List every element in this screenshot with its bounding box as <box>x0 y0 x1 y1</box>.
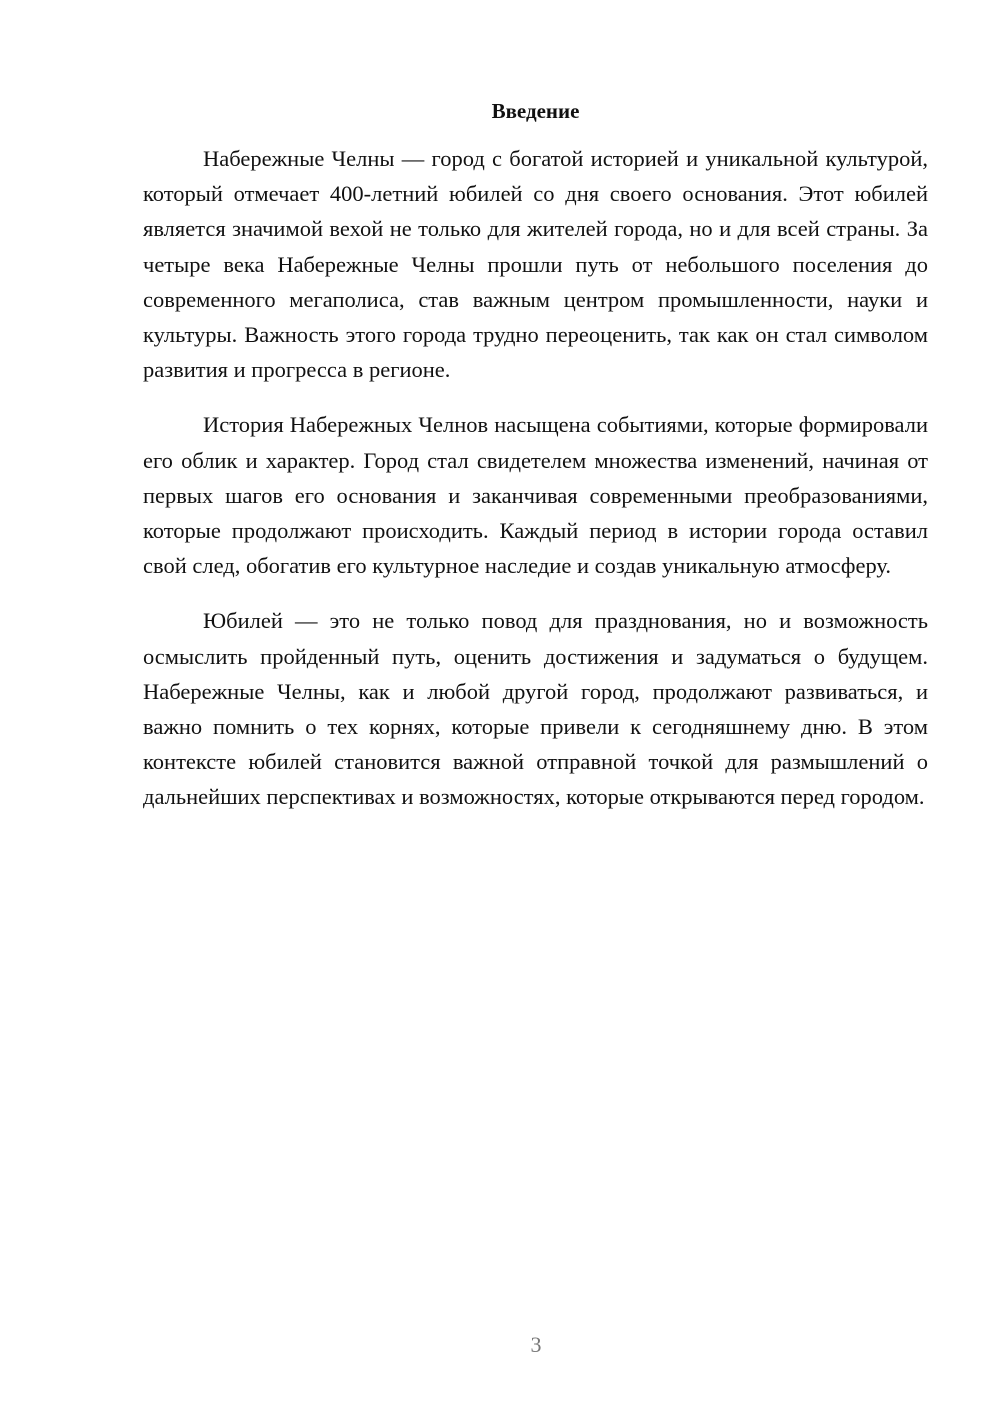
section-heading: Введение <box>491 99 580 123</box>
page-number: 3 <box>530 1332 542 1357</box>
document-body <box>143 96 928 815</box>
paragraph-1: Набережные Челны — город с богатой историей и уникальной культурой, который отмечает 400-летний юбилей со дня своего основания. Этот юбилей является значимой вехой не только для жителей города, но и для всей страны. За четыре века Набережные Челны прошли путь от небольшого поселения до современного мегаполиса, став важным центром промышленности, науки и культуры. Важность этого города трудно переоценить, так как он стал символом развития и прогресса в регионе. <box>143 146 928 383</box>
paragraph-2: История Набережных Челнов насыщена событиями, которые формировали его облик и характер. Город стал свидетелем множества изменений, начиная от первых шагов его основания и заканчивая современными преобразованиями, которые продолжают происходить. Каждый период в истории города оставил свой след, обогатив его культурное наследие и создав уникальную атмосферу. <box>143 412 928 579</box>
paragraph-3: Юбилей — это не только повод для празднования, но и возможность осмыслить пройденный путь, оценить достижения и задуматься о будущем. Набережные Челны, как и любой другой город, продолжают развиваться, и важно помнить о тех корнях, которые привели к сегодняшнему дню. В этом контексте юбилей становится важной отправной точкой для размышлений о дальнейших перспективах и возможностях, которые открываются перед городом. <box>143 608 928 810</box>
